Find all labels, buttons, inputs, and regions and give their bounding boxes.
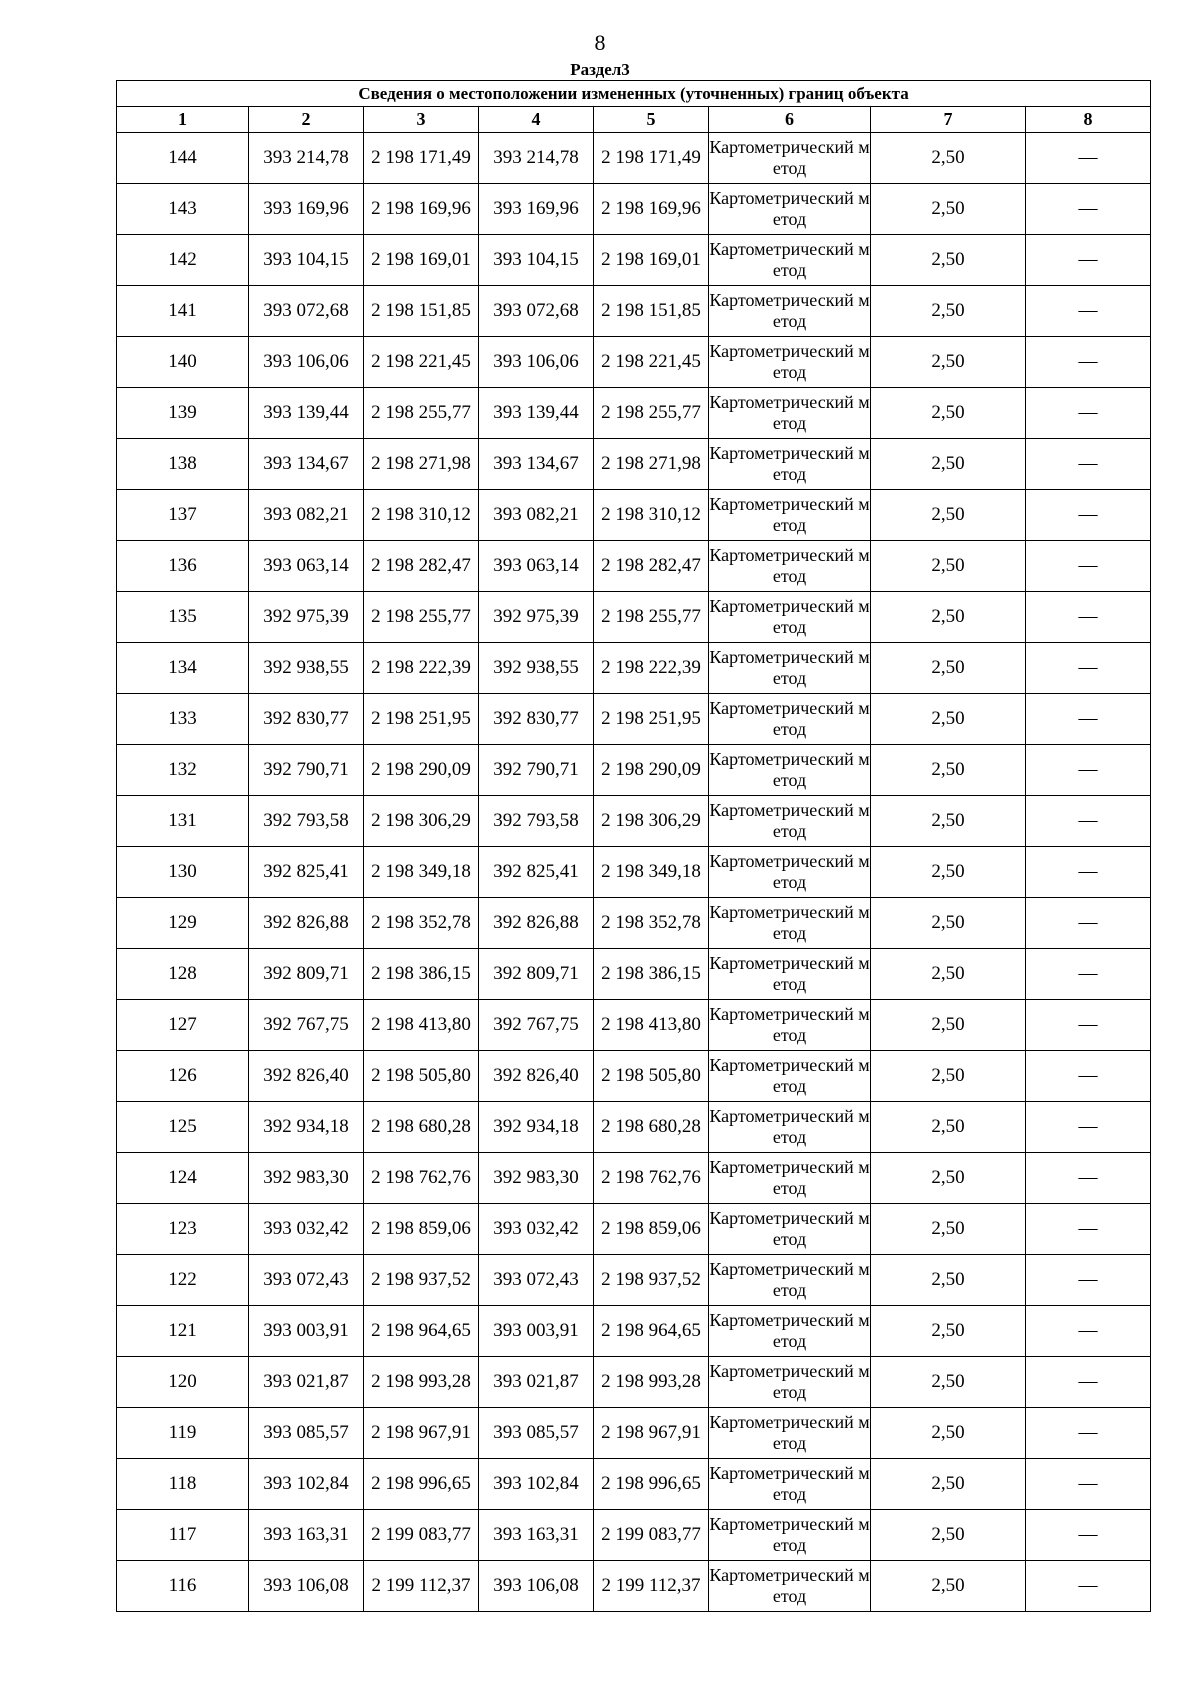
x-new-cell: 393 106,08 xyxy=(479,1561,594,1612)
accuracy-cell: 2,50 xyxy=(871,1561,1026,1612)
method-cell: Картометрический метод xyxy=(709,1000,871,1051)
accuracy-cell: 2,50 xyxy=(871,184,1026,235)
y-new-cell: 2 198 255,77 xyxy=(594,388,709,439)
point-number-cell: 135 xyxy=(117,592,249,643)
description-cell: — xyxy=(1026,1051,1151,1102)
x-new-cell: 393 214,78 xyxy=(479,133,594,184)
description-cell: — xyxy=(1026,898,1151,949)
y-old-cell: 2 198 151,85 xyxy=(364,286,479,337)
x-new-cell: 392 826,40 xyxy=(479,1051,594,1102)
y-new-cell: 2 198 996,65 xyxy=(594,1459,709,1510)
column-header-2: 2 xyxy=(249,107,364,133)
x-new-cell: 392 793,58 xyxy=(479,796,594,847)
x-new-cell: 392 809,71 xyxy=(479,949,594,1000)
method-cell: Картометрический метод xyxy=(709,1357,871,1408)
point-number-cell: 123 xyxy=(117,1204,249,1255)
method-cell: Картометрический метод xyxy=(709,1306,871,1357)
y-old-cell: 2 198 221,45 xyxy=(364,337,479,388)
description-cell: — xyxy=(1026,643,1151,694)
table-row xyxy=(117,1153,1151,1204)
y-old-cell: 2 198 290,09 xyxy=(364,745,479,796)
y-old-cell: 2 198 386,15 xyxy=(364,949,479,1000)
method-cell: Картометрический метод xyxy=(709,1561,871,1612)
description-cell: — xyxy=(1026,1459,1151,1510)
table-row xyxy=(117,1255,1151,1306)
x-new-cell: 393 003,91 xyxy=(479,1306,594,1357)
accuracy-cell: 2,50 xyxy=(871,1204,1026,1255)
table-row xyxy=(117,745,1151,796)
x-old-cell: 393 082,21 xyxy=(249,490,364,541)
point-number-cell: 128 xyxy=(117,949,249,1000)
point-number-cell: 117 xyxy=(117,1510,249,1561)
accuracy-cell: 2,50 xyxy=(871,847,1026,898)
x-old-cell: 393 085,57 xyxy=(249,1408,364,1459)
y-old-cell: 2 198 680,28 xyxy=(364,1102,479,1153)
x-new-cell: 393 082,21 xyxy=(479,490,594,541)
table-row xyxy=(117,898,1151,949)
description-cell: — xyxy=(1026,1306,1151,1357)
table-row xyxy=(117,1459,1151,1510)
y-new-cell: 2 198 762,76 xyxy=(594,1153,709,1204)
x-old-cell: 392 983,30 xyxy=(249,1153,364,1204)
method-cell: Картометрический метод xyxy=(709,235,871,286)
accuracy-cell: 2,50 xyxy=(871,1153,1026,1204)
y-new-cell: 2 198 964,65 xyxy=(594,1306,709,1357)
method-cell: Картометрический метод xyxy=(709,388,871,439)
description-cell: — xyxy=(1026,1102,1151,1153)
x-new-cell: 392 830,77 xyxy=(479,694,594,745)
accuracy-cell: 2,50 xyxy=(871,796,1026,847)
x-new-cell: 393 102,84 xyxy=(479,1459,594,1510)
point-number-cell: 127 xyxy=(117,1000,249,1051)
x-new-cell: 393 072,68 xyxy=(479,286,594,337)
table-row xyxy=(117,439,1151,490)
x-old-cell: 392 809,71 xyxy=(249,949,364,1000)
point-number-cell: 130 xyxy=(117,847,249,898)
table-row xyxy=(117,592,1151,643)
x-new-cell: 392 983,30 xyxy=(479,1153,594,1204)
x-old-cell: 392 975,39 xyxy=(249,592,364,643)
point-number-cell: 118 xyxy=(117,1459,249,1510)
y-new-cell: 2 198 310,12 xyxy=(594,490,709,541)
point-number-cell: 119 xyxy=(117,1408,249,1459)
x-new-cell: 393 163,31 xyxy=(479,1510,594,1561)
table-caption: Сведения о местоположении измененных (уточненных) границ объекта xyxy=(117,81,1151,107)
method-cell: Картометрический метод xyxy=(709,184,871,235)
x-old-cell: 392 767,75 xyxy=(249,1000,364,1051)
method-cell: Картометрический метод xyxy=(709,133,871,184)
table-row xyxy=(117,388,1151,439)
column-header-row xyxy=(117,107,1151,133)
y-new-cell: 2 198 255,77 xyxy=(594,592,709,643)
point-number-cell: 143 xyxy=(117,184,249,235)
method-cell: Картометрический метод xyxy=(709,1102,871,1153)
x-old-cell: 393 003,91 xyxy=(249,1306,364,1357)
y-new-cell: 2 198 282,47 xyxy=(594,541,709,592)
y-new-cell: 2 198 505,80 xyxy=(594,1051,709,1102)
y-new-cell: 2 198 151,85 xyxy=(594,286,709,337)
x-new-cell: 393 063,14 xyxy=(479,541,594,592)
y-old-cell: 2 198 352,78 xyxy=(364,898,479,949)
y-old-cell: 2 198 271,98 xyxy=(364,439,479,490)
y-old-cell: 2 198 310,12 xyxy=(364,490,479,541)
table-row xyxy=(117,490,1151,541)
x-old-cell: 393 163,31 xyxy=(249,1510,364,1561)
x-old-cell: 392 790,71 xyxy=(249,745,364,796)
x-old-cell: 393 104,15 xyxy=(249,235,364,286)
description-cell: — xyxy=(1026,388,1151,439)
y-new-cell: 2 198 413,80 xyxy=(594,1000,709,1051)
method-cell: Картометрический метод xyxy=(709,592,871,643)
x-old-cell: 393 214,78 xyxy=(249,133,364,184)
accuracy-cell: 2,50 xyxy=(871,1459,1026,1510)
y-new-cell: 2 198 290,09 xyxy=(594,745,709,796)
point-number-cell: 140 xyxy=(117,337,249,388)
table-body xyxy=(117,133,1151,1612)
y-new-cell: 2 198 386,15 xyxy=(594,949,709,1000)
accuracy-cell: 2,50 xyxy=(871,439,1026,490)
y-new-cell: 2 198 171,49 xyxy=(594,133,709,184)
x-new-cell: 392 975,39 xyxy=(479,592,594,643)
description-cell: — xyxy=(1026,1561,1151,1612)
x-new-cell: 393 139,44 xyxy=(479,388,594,439)
column-header-5: 5 xyxy=(594,107,709,133)
x-old-cell: 393 072,68 xyxy=(249,286,364,337)
column-header-4: 4 xyxy=(479,107,594,133)
column-header-1: 1 xyxy=(117,107,249,133)
x-new-cell: 393 032,42 xyxy=(479,1204,594,1255)
table-row xyxy=(117,133,1151,184)
table-row xyxy=(117,1408,1151,1459)
table-row xyxy=(117,694,1151,745)
point-number-cell: 124 xyxy=(117,1153,249,1204)
method-cell: Картометрический метод xyxy=(709,1459,871,1510)
y-new-cell: 2 198 680,28 xyxy=(594,1102,709,1153)
method-cell: Картометрический метод xyxy=(709,1051,871,1102)
y-old-cell: 2 198 937,52 xyxy=(364,1255,479,1306)
y-old-cell: 2 198 169,01 xyxy=(364,235,479,286)
y-old-cell: 2 198 349,18 xyxy=(364,847,479,898)
y-new-cell: 2 198 221,45 xyxy=(594,337,709,388)
y-old-cell: 2 198 996,65 xyxy=(364,1459,479,1510)
description-cell: — xyxy=(1026,1000,1151,1051)
y-old-cell: 2 198 306,29 xyxy=(364,796,479,847)
y-old-cell: 2 198 222,39 xyxy=(364,643,479,694)
description-cell: — xyxy=(1026,592,1151,643)
table-row xyxy=(117,1561,1151,1612)
accuracy-cell: 2,50 xyxy=(871,1357,1026,1408)
y-old-cell: 2 198 282,47 xyxy=(364,541,479,592)
x-old-cell: 393 139,44 xyxy=(249,388,364,439)
table-row xyxy=(117,1204,1151,1255)
accuracy-cell: 2,50 xyxy=(871,1510,1026,1561)
x-old-cell: 392 934,18 xyxy=(249,1102,364,1153)
description-cell: — xyxy=(1026,847,1151,898)
method-cell: Картометрический метод xyxy=(709,796,871,847)
x-new-cell: 392 767,75 xyxy=(479,1000,594,1051)
table-row xyxy=(117,1357,1151,1408)
point-number-cell: 131 xyxy=(117,796,249,847)
column-header-3: 3 xyxy=(364,107,479,133)
x-old-cell: 393 106,06 xyxy=(249,337,364,388)
description-cell: — xyxy=(1026,439,1151,490)
x-new-cell: 393 134,67 xyxy=(479,439,594,490)
description-cell: — xyxy=(1026,1357,1151,1408)
point-number-cell: 142 xyxy=(117,235,249,286)
method-cell: Картометрический метод xyxy=(709,847,871,898)
table-row xyxy=(117,235,1151,286)
x-new-cell: 393 104,15 xyxy=(479,235,594,286)
point-number-cell: 133 xyxy=(117,694,249,745)
method-cell: Картометрический метод xyxy=(709,1510,871,1561)
y-old-cell: 2 199 083,77 xyxy=(364,1510,479,1561)
accuracy-cell: 2,50 xyxy=(871,490,1026,541)
x-new-cell: 392 826,88 xyxy=(479,898,594,949)
method-cell: Картометрический метод xyxy=(709,439,871,490)
y-old-cell: 2 198 255,77 xyxy=(364,592,479,643)
x-old-cell: 393 169,96 xyxy=(249,184,364,235)
y-old-cell: 2 199 112,37 xyxy=(364,1561,479,1612)
y-old-cell: 2 198 505,80 xyxy=(364,1051,479,1102)
accuracy-cell: 2,50 xyxy=(871,541,1026,592)
x-new-cell: 392 825,41 xyxy=(479,847,594,898)
description-cell: — xyxy=(1026,541,1151,592)
method-cell: Картометрический метод xyxy=(709,1204,871,1255)
table-row xyxy=(117,286,1151,337)
y-new-cell: 2 198 169,01 xyxy=(594,235,709,286)
description-cell: — xyxy=(1026,337,1151,388)
point-number-cell: 120 xyxy=(117,1357,249,1408)
y-new-cell: 2 198 993,28 xyxy=(594,1357,709,1408)
description-cell: — xyxy=(1026,184,1151,235)
accuracy-cell: 2,50 xyxy=(871,337,1026,388)
x-old-cell: 393 032,42 xyxy=(249,1204,364,1255)
description-cell: — xyxy=(1026,694,1151,745)
table-row xyxy=(117,541,1151,592)
point-number-cell: 122 xyxy=(117,1255,249,1306)
table-row xyxy=(117,847,1151,898)
table-row xyxy=(117,1306,1151,1357)
y-old-cell: 2 198 169,96 xyxy=(364,184,479,235)
point-number-cell: 138 xyxy=(117,439,249,490)
table-row xyxy=(117,643,1151,694)
y-new-cell: 2 198 271,98 xyxy=(594,439,709,490)
x-old-cell: 392 830,77 xyxy=(249,694,364,745)
x-old-cell: 393 021,87 xyxy=(249,1357,364,1408)
point-number-cell: 136 xyxy=(117,541,249,592)
x-new-cell: 392 938,55 xyxy=(479,643,594,694)
y-new-cell: 2 198 306,29 xyxy=(594,796,709,847)
y-old-cell: 2 198 251,95 xyxy=(364,694,479,745)
y-new-cell: 2 199 083,77 xyxy=(594,1510,709,1561)
description-cell: — xyxy=(1026,133,1151,184)
point-number-cell: 116 xyxy=(117,1561,249,1612)
method-cell: Картометрический метод xyxy=(709,694,871,745)
x-new-cell: 393 085,57 xyxy=(479,1408,594,1459)
accuracy-cell: 2,50 xyxy=(871,1051,1026,1102)
method-cell: Картометрический метод xyxy=(709,541,871,592)
y-new-cell: 2 198 222,39 xyxy=(594,643,709,694)
x-old-cell: 393 072,43 xyxy=(249,1255,364,1306)
accuracy-cell: 2,50 xyxy=(871,1102,1026,1153)
accuracy-cell: 2,50 xyxy=(871,1000,1026,1051)
accuracy-cell: 2,50 xyxy=(871,898,1026,949)
accuracy-cell: 2,50 xyxy=(871,643,1026,694)
description-cell: — xyxy=(1026,1153,1151,1204)
y-new-cell: 2 198 937,52 xyxy=(594,1255,709,1306)
x-new-cell: 393 106,06 xyxy=(479,337,594,388)
description-cell: — xyxy=(1026,1204,1151,1255)
description-cell: — xyxy=(1026,1255,1151,1306)
y-old-cell: 2 198 171,49 xyxy=(364,133,479,184)
method-cell: Картометрический метод xyxy=(709,490,871,541)
point-number-cell: 126 xyxy=(117,1051,249,1102)
description-cell: — xyxy=(1026,286,1151,337)
description-cell: — xyxy=(1026,235,1151,286)
y-new-cell: 2 198 352,78 xyxy=(594,898,709,949)
description-cell: — xyxy=(1026,949,1151,1000)
y-new-cell: 2 198 169,96 xyxy=(594,184,709,235)
x-old-cell: 392 825,41 xyxy=(249,847,364,898)
x-old-cell: 392 826,88 xyxy=(249,898,364,949)
y-old-cell: 2 198 255,77 xyxy=(364,388,479,439)
x-new-cell: 393 021,87 xyxy=(479,1357,594,1408)
accuracy-cell: 2,50 xyxy=(871,388,1026,439)
x-old-cell: 393 102,84 xyxy=(249,1459,364,1510)
table-row xyxy=(117,1510,1151,1561)
method-cell: Картометрический метод xyxy=(709,745,871,796)
y-old-cell: 2 198 967,91 xyxy=(364,1408,479,1459)
accuracy-cell: 2,50 xyxy=(871,1408,1026,1459)
accuracy-cell: 2,50 xyxy=(871,235,1026,286)
y-old-cell: 2 198 993,28 xyxy=(364,1357,479,1408)
y-new-cell: 2 198 251,95 xyxy=(594,694,709,745)
column-header-8: 8 xyxy=(1026,107,1151,133)
table-row xyxy=(117,337,1151,388)
x-old-cell: 392 826,40 xyxy=(249,1051,364,1102)
table-caption-row xyxy=(117,81,1151,107)
boundary-coordinates-table xyxy=(116,80,1151,1612)
y-old-cell: 2 198 859,06 xyxy=(364,1204,479,1255)
method-cell: Картометрический метод xyxy=(709,286,871,337)
x-new-cell: 392 934,18 xyxy=(479,1102,594,1153)
x-old-cell: 392 793,58 xyxy=(249,796,364,847)
point-number-cell: 125 xyxy=(117,1102,249,1153)
point-number-cell: 141 xyxy=(117,286,249,337)
point-number-cell: 144 xyxy=(117,133,249,184)
method-cell: Картометрический метод xyxy=(709,1408,871,1459)
x-old-cell: 392 938,55 xyxy=(249,643,364,694)
description-cell: — xyxy=(1026,745,1151,796)
table-row xyxy=(117,1102,1151,1153)
point-number-cell: 139 xyxy=(117,388,249,439)
x-old-cell: 393 063,14 xyxy=(249,541,364,592)
x-new-cell: 393 169,96 xyxy=(479,184,594,235)
description-cell: — xyxy=(1026,490,1151,541)
y-new-cell: 2 198 349,18 xyxy=(594,847,709,898)
accuracy-cell: 2,50 xyxy=(871,1306,1026,1357)
table-row xyxy=(117,1051,1151,1102)
description-cell: — xyxy=(1026,1510,1151,1561)
table-row xyxy=(117,1000,1151,1051)
point-number-cell: 129 xyxy=(117,898,249,949)
x-new-cell: 392 790,71 xyxy=(479,745,594,796)
method-cell: Картометрический метод xyxy=(709,898,871,949)
accuracy-cell: 2,50 xyxy=(871,286,1026,337)
section-title: Раздел3 xyxy=(570,60,630,79)
x-new-cell: 393 072,43 xyxy=(479,1255,594,1306)
x-old-cell: 393 134,67 xyxy=(249,439,364,490)
method-cell: Картометрический метод xyxy=(709,1255,871,1306)
accuracy-cell: 2,50 xyxy=(871,592,1026,643)
accuracy-cell: 2,50 xyxy=(871,949,1026,1000)
description-cell: — xyxy=(1026,796,1151,847)
description-cell: — xyxy=(1026,1408,1151,1459)
y-old-cell: 2 198 413,80 xyxy=(364,1000,479,1051)
accuracy-cell: 2,50 xyxy=(871,694,1026,745)
method-cell: Картометрический метод xyxy=(709,643,871,694)
page-number: 8 xyxy=(594,30,606,55)
point-number-cell: 134 xyxy=(117,643,249,694)
table-row xyxy=(117,796,1151,847)
accuracy-cell: 2,50 xyxy=(871,745,1026,796)
method-cell: Картометрический метод xyxy=(709,949,871,1000)
y-old-cell: 2 198 964,65 xyxy=(364,1306,479,1357)
method-cell: Картометрический метод xyxy=(709,1153,871,1204)
point-number-cell: 121 xyxy=(117,1306,249,1357)
point-number-cell: 137 xyxy=(117,490,249,541)
y-new-cell: 2 198 967,91 xyxy=(594,1408,709,1459)
point-number-cell: 132 xyxy=(117,745,249,796)
method-cell: Картометрический метод xyxy=(709,337,871,388)
accuracy-cell: 2,50 xyxy=(871,1255,1026,1306)
table-row xyxy=(117,184,1151,235)
column-header-6: 6 xyxy=(709,107,871,133)
y-new-cell: 2 199 112,37 xyxy=(594,1561,709,1612)
table-row xyxy=(117,949,1151,1000)
column-header-7: 7 xyxy=(871,107,1026,133)
y-new-cell: 2 198 859,06 xyxy=(594,1204,709,1255)
x-old-cell: 393 106,08 xyxy=(249,1561,364,1612)
y-old-cell: 2 198 762,76 xyxy=(364,1153,479,1204)
accuracy-cell: 2,50 xyxy=(871,133,1026,184)
